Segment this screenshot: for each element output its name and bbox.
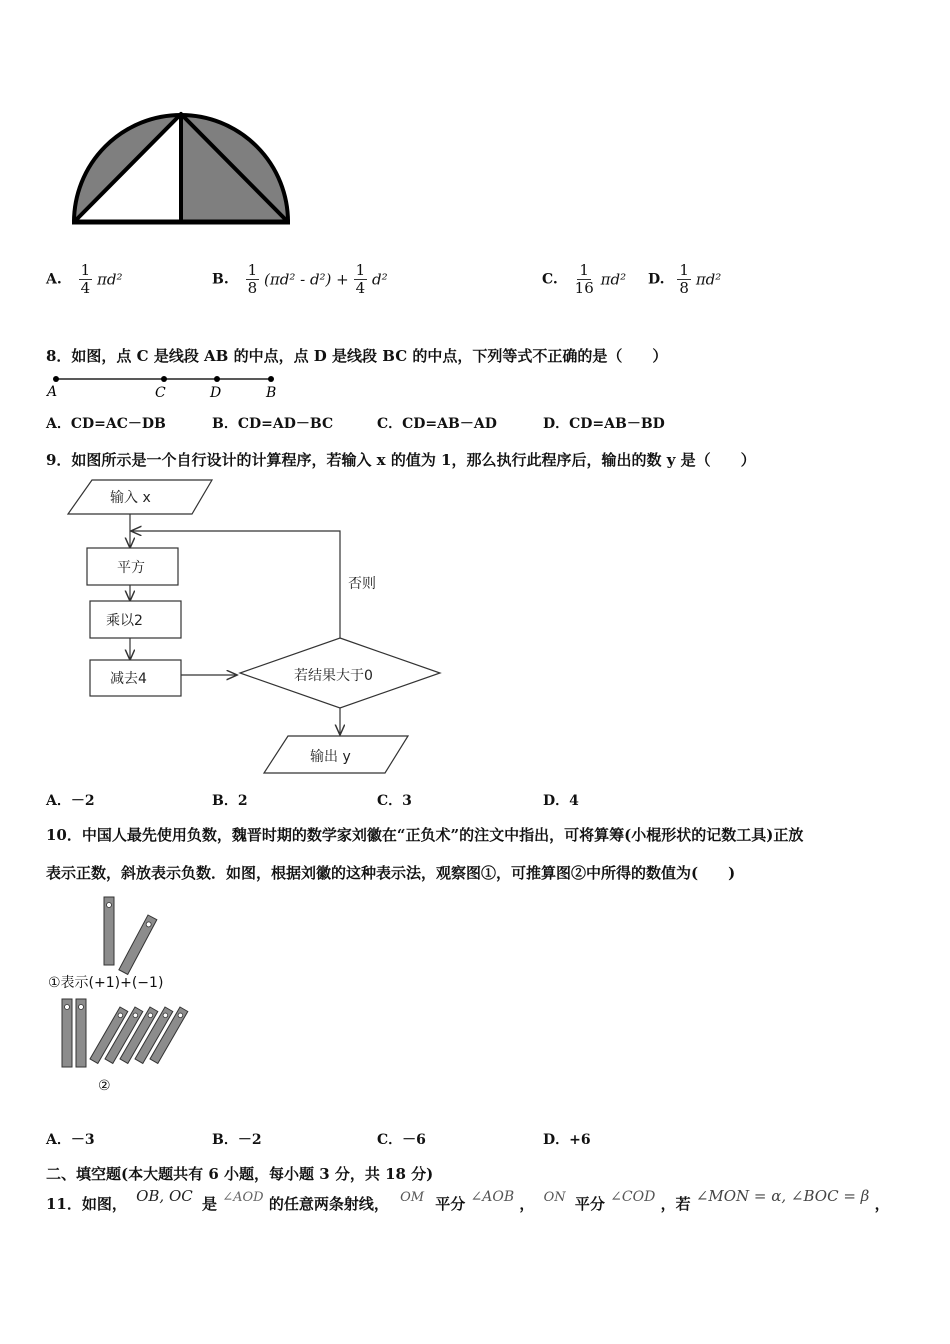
q8-line-segment-figure: [44, 370, 284, 400]
flow-square-text: 平方: [117, 560, 145, 576]
point-label-a: A: [47, 384, 58, 400]
flow-otherwise-text: 否则: [348, 576, 376, 592]
q10-option-b[interactable]: B．－2: [212, 1132, 262, 1148]
fig2-label: ②: [98, 1078, 111, 1094]
q9-option-b[interactable]: B．2: [212, 793, 248, 809]
fig1-label: ①表示(+1)+(−1): [48, 975, 164, 991]
q8-option-a[interactable]: A．CD=AC－DB: [46, 416, 166, 432]
q9-stem: 9．如图所示是一个自行设计的计算程序，若输入 x 的值为 1，那么执行此程序后，输出的数 y 是（ ）: [46, 451, 756, 469]
q10-option-d[interactable]: D．+6: [543, 1132, 591, 1148]
flow-condition-text: 若结果大于0: [294, 668, 373, 684]
q8-option-c[interactable]: C．CD=AB－AD: [377, 416, 497, 432]
fig2-upright-rod: [62, 999, 72, 1067]
q10-counting-rods-figure: [44, 893, 204, 1097]
q7-option-a[interactable]: A. $\frac{1}{4}$ πd²: [46, 261, 123, 297]
q9-flowchart: [60, 474, 450, 779]
q11-stem: 11．如图， OB, OC 是 ∠AOD 的任意两条射线， OM 平分 ∠AOB ， ON 平分 ∠COD ，若 ∠MON = α, ∠BOC = β ，: [46, 1187, 890, 1213]
q9-option-d[interactable]: D．4: [543, 793, 579, 809]
flow-times2-text: 乘以2: [106, 613, 143, 629]
point-label-b: B: [266, 385, 277, 400]
q7-option-c[interactable]: C. $\frac{1}{16}$ πd²: [542, 261, 627, 297]
q10-option-a[interactable]: A．－3: [46, 1132, 95, 1148]
q8-option-b[interactable]: B．CD=AD－BC: [212, 416, 334, 432]
flow-input-text: 输入 x: [110, 490, 151, 506]
q7-option-b[interactable]: B. $\frac{1}{8}$ (πd² - d²) + $\frac{1}{4}$ d²: [212, 261, 388, 297]
fig1-slanted-rod: [119, 915, 157, 974]
point-c: [161, 376, 167, 382]
fig2-upright-rod: [76, 999, 86, 1067]
q10-option-c[interactable]: C．－6: [377, 1132, 426, 1148]
q7-semicircle-figure: [68, 106, 294, 230]
fig1-upright-rod: [104, 897, 114, 965]
q9-option-a[interactable]: A．－2: [46, 793, 95, 809]
point-label-c: C: [155, 385, 166, 400]
point-b: [268, 376, 274, 382]
point-a: [53, 376, 59, 382]
flow-output-text: 输出 y: [310, 749, 351, 765]
q10-stem-line1: 10．中国人最先使用负数，魏晋时期的数学家刘徽在“正负术”的注文中指出，可将算筹(小棍形状的记数工具)正放: [46, 826, 804, 844]
q7-option-d[interactable]: D. $\frac{1}{8}$ πd²: [648, 261, 722, 297]
q10-stem-line2: 表示正数，斜放表示负数．如图，根据刘徽的这种表示法，观察图①，可推算图②中所得的数值为( ): [46, 864, 736, 882]
q8-stem: 8．如图，点 C 是线段 AB 的中点，点 D 是线段 BC 的中点，下列等式不正确的是（ ）: [46, 347, 668, 365]
q8-option-d[interactable]: D．CD=AB－BD: [543, 416, 665, 432]
q9-option-c[interactable]: C．3: [377, 793, 412, 809]
flow-minus4-text: 减去4: [110, 671, 147, 687]
section2-heading: 二、填空题(本大题共有 6 小题，每小题 3 分，共 18 分): [46, 1165, 434, 1183]
point-d: [214, 376, 220, 382]
point-label-d: D: [210, 385, 222, 400]
